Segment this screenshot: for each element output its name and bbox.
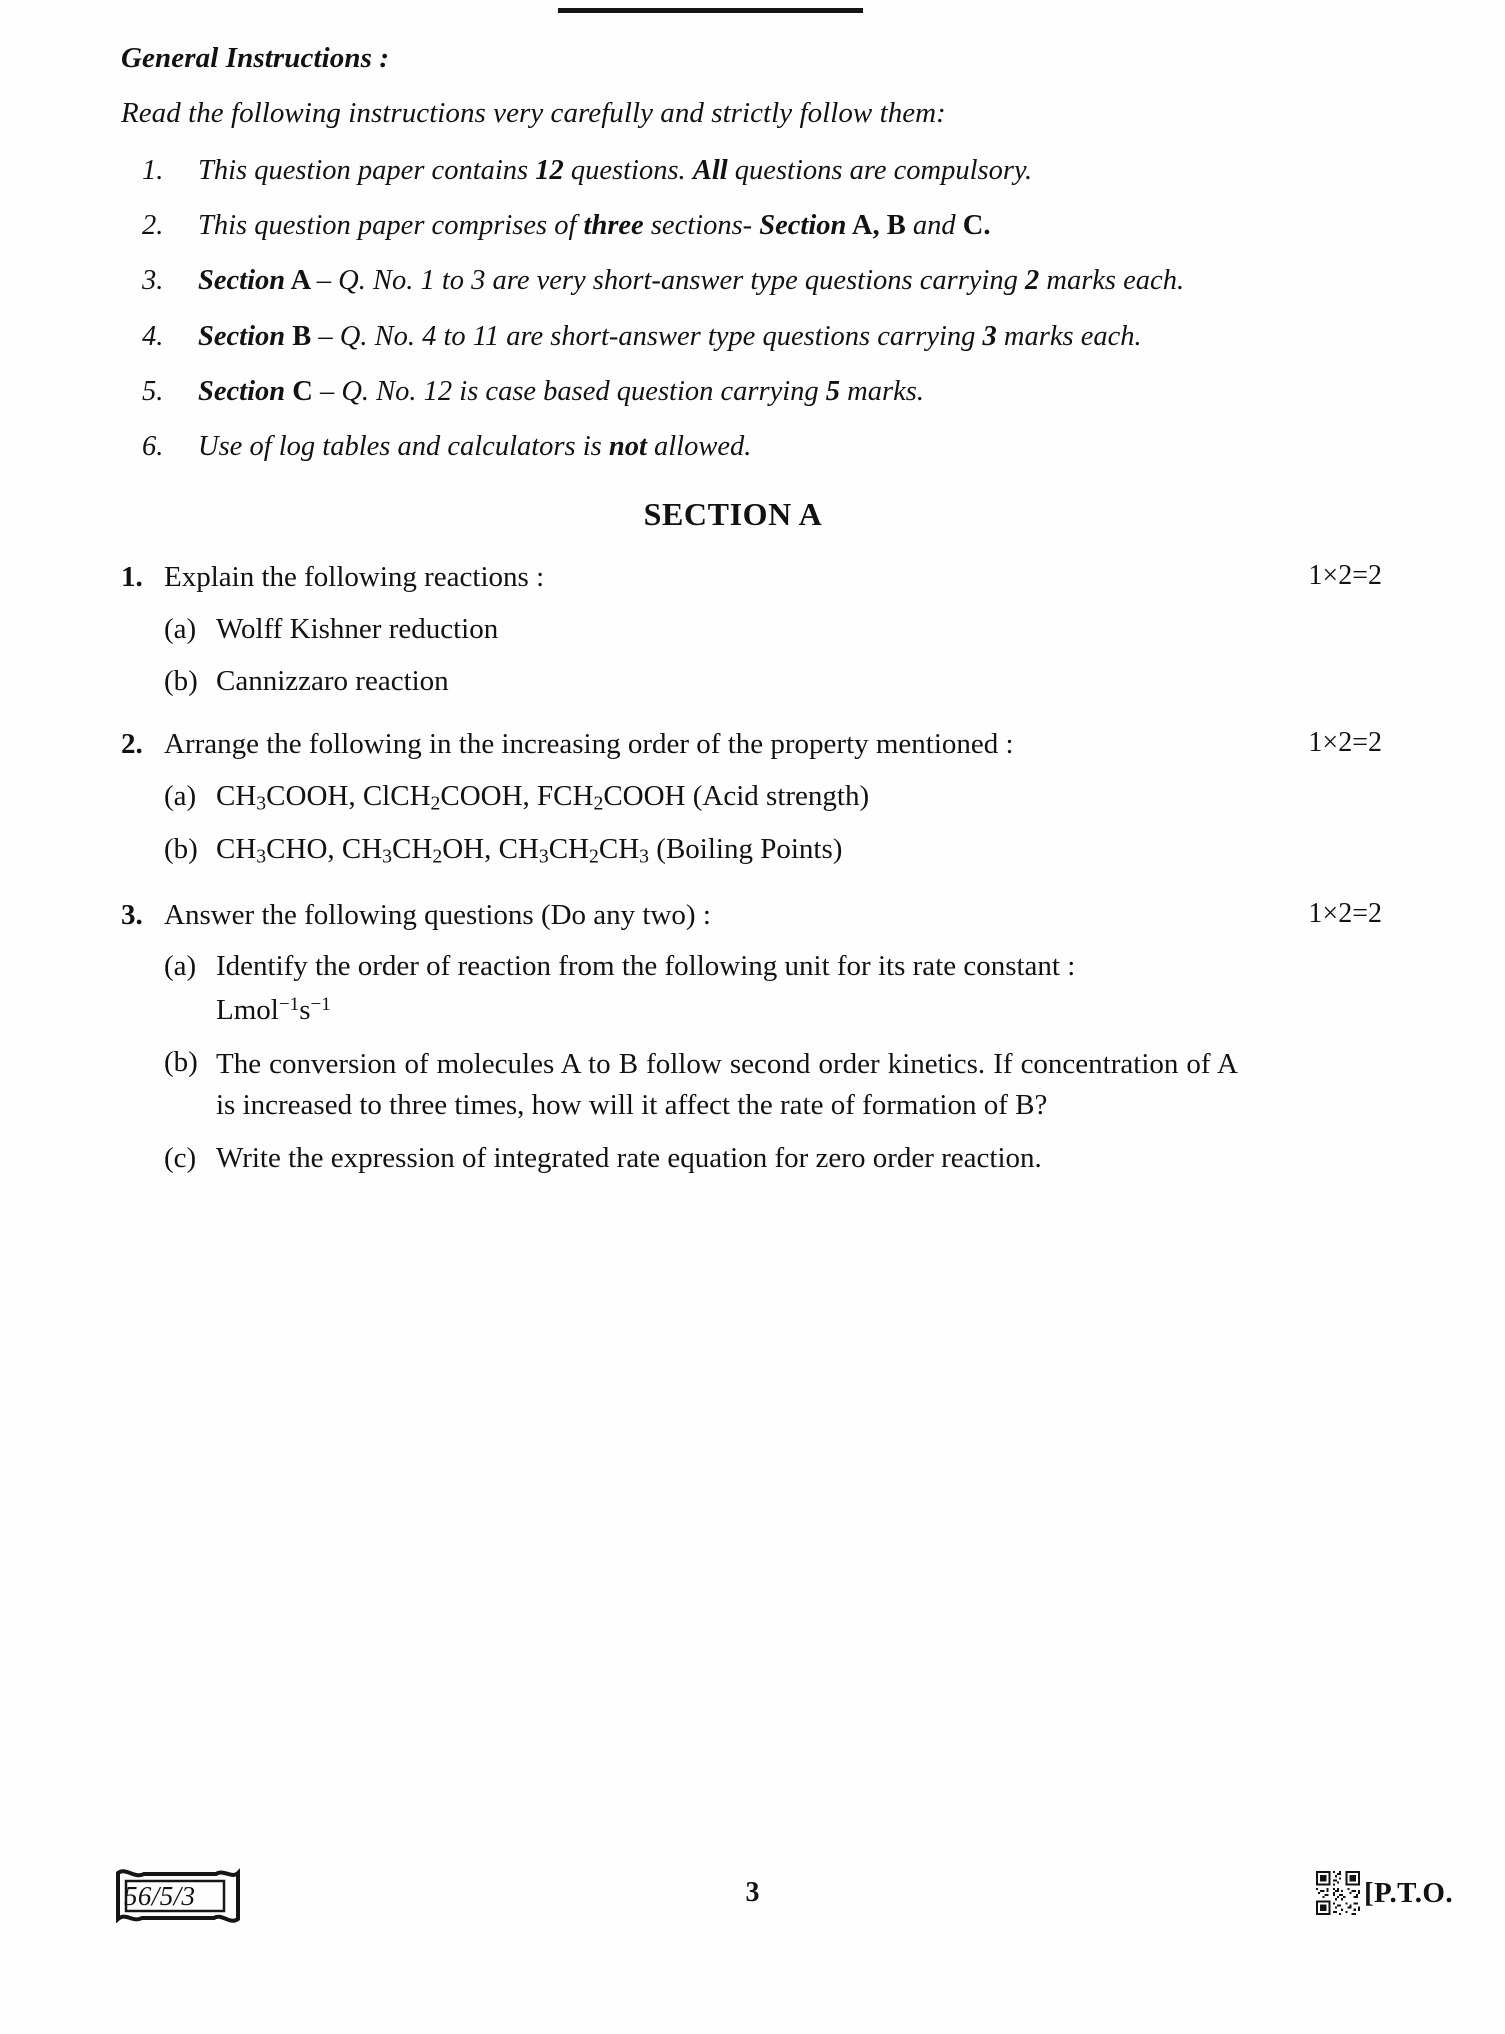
subpart-text: $CH_3COOH$, ClCH$_2$COOH, $FCH_2COOH$ (Acid strength) <box>216 779 870 815</box>
question-stem-row <box>118 559 1408 597</box>
instruction-fragment: All <box>692 155 728 186</box>
page-number: 3 <box>745 1877 760 1908</box>
paper-code-text: 56/5/3 <box>124 1881 196 1911</box>
instruction-fragment: – Q. No. 4 to 11 are short-answer type questions carrying <box>318 320 983 352</box>
subpart-label: (a) <box>164 612 197 645</box>
instruction-fragment: C. <box>955 210 991 242</box>
instruction-number: 5. <box>142 375 164 407</box>
subpart-label: (b) <box>164 664 198 697</box>
instruction-text <box>198 207 1408 245</box>
question-stem: Answer the following questions (Do any two) : <box>164 898 711 931</box>
instruction-item <box>118 428 1408 466</box>
instruction-text <box>198 428 1408 466</box>
instruction-fragment: This question paper comprises of <box>198 210 584 242</box>
instruction-fragment: This question paper contains <box>198 155 536 186</box>
question-number: 1. <box>121 561 143 594</box>
general-instructions-heading: General Instructions : <box>121 42 390 74</box>
instruction-item <box>118 207 1408 245</box>
instruction-fragment: – Q. No. 1 to 3 are very short-answer type questions carrying <box>316 265 1025 297</box>
subpart-text: Identify the order of reaction from the following unit for its rate constant : $Lmol^{-1}s^{-1}$ <box>216 950 1076 1026</box>
top-rule <box>558 8 863 13</box>
section-a-heading: SECTION A <box>643 496 823 533</box>
instruction-number: 1. <box>142 155 164 186</box>
question-subpart <box>164 778 1408 817</box>
instruction-fragment: three <box>583 210 644 242</box>
subpart-text: $CH_3CHO$, $CH_3CH_2OH$, $CH_3CH_2CH_3$ (Boiling Points) <box>216 833 843 868</box>
instruction-fragment: and <box>912 210 956 242</box>
instruction-number: 6. <box>142 430 164 462</box>
instruction-fragment: C <box>285 375 320 407</box>
subpart-label: (b) <box>164 833 198 866</box>
subpart-label: (b) <box>164 1045 198 1078</box>
question-block <box>118 559 1408 700</box>
question-subpart <box>164 831 1408 870</box>
question-subpart <box>164 948 1408 1029</box>
question-block <box>118 726 1408 870</box>
instruction-fragment: sections- <box>643 210 760 242</box>
instruction-text <box>198 373 1408 411</box>
page-footer <box>0 1855 1505 1965</box>
question-subparts <box>164 778 1408 871</box>
instruction-fragment: marks each. <box>1039 265 1185 297</box>
question-subpart <box>164 1140 1408 1178</box>
instruction-fragment: not <box>608 430 647 462</box>
instruction-number: 4. <box>142 320 164 352</box>
instruction-fragment: A, B <box>846 210 913 242</box>
instruction-fragment: 5 <box>825 375 841 407</box>
question-stem: Explain the following reactions : <box>164 561 545 594</box>
question-stem: Arrange the following in the increasing order of the property mentioned : <box>164 728 1014 761</box>
question-subpart <box>164 663 1408 701</box>
instruction-fragment: 12 <box>535 155 564 186</box>
instruction-number: 2. <box>142 210 164 242</box>
question-stem-row <box>118 726 1408 764</box>
instruction-fragment: 3 <box>982 320 997 352</box>
instructions-list <box>118 152 1408 466</box>
qr-code-icon <box>1316 1871 1360 1915</box>
question-stem-row <box>118 897 1408 935</box>
subpart-label: (a) <box>164 779 197 812</box>
instruction-fragment: questions are compulsory. <box>727 155 1033 186</box>
instruction-item <box>118 373 1408 411</box>
subpart-text: Write the expression of integrated rate equation for zero order reaction. <box>216 1141 1042 1174</box>
instruction-fragment: allowed. <box>646 430 752 462</box>
instruction-text <box>198 262 1408 300</box>
question-marks: 1×2=2 <box>1308 560 1382 592</box>
subpart-text: Cannizzaro reaction <box>216 664 449 697</box>
instruction-fragment: B <box>285 320 319 352</box>
question-subparts <box>164 948 1408 1177</box>
general-instructions-lead: Read the following instructions very carefully and strictly follow them: <box>121 97 946 129</box>
instruction-fragment: marks each. <box>996 320 1142 352</box>
instruction-fragment: Section <box>759 210 847 242</box>
instruction-text <box>198 152 1408 190</box>
question-marks: 1×2=2 <box>1308 897 1382 929</box>
instruction-item <box>118 318 1408 356</box>
instruction-fragment: Use of log tables and calculators is <box>198 430 609 462</box>
pto-label: [P.T.O. <box>1363 1876 1453 1909</box>
question-subpart <box>164 1044 1408 1126</box>
instruction-fragment: questions. <box>563 155 693 186</box>
page-content <box>118 42 1408 1204</box>
instruction-number: 3. <box>142 265 164 297</box>
question-subparts <box>164 611 1408 700</box>
instruction-item <box>118 262 1408 300</box>
subpart-label: (c) <box>164 1141 197 1174</box>
instruction-fragment: A <box>285 265 317 297</box>
question-number: 3. <box>121 898 143 931</box>
instruction-fragment: Section <box>198 320 286 352</box>
subpart-label: (a) <box>164 950 197 983</box>
subpart-text: The conversion of molecules A to B follow second order kinetics. If concentration of A is increased to three times, how will it affect the rate of formation of B? <box>216 1047 1238 1121</box>
instruction-fragment: marks. <box>840 375 924 407</box>
instruction-fragment: Section <box>198 265 286 297</box>
question-marks: 1×2=2 <box>1308 727 1382 759</box>
instruction-fragment: 2 <box>1024 265 1040 297</box>
subpart-text: Wolff Kishner reduction <box>216 612 499 645</box>
instruction-item <box>118 152 1408 190</box>
question-block <box>118 897 1408 1178</box>
pto-group <box>1316 1871 1453 1915</box>
question-subpart <box>164 611 1408 649</box>
instruction-fragment: Section <box>198 375 286 407</box>
instruction-text <box>198 318 1408 356</box>
question-number: 2. <box>121 728 143 761</box>
instruction-fragment: – Q. No. 12 is case based question carrying <box>319 375 826 407</box>
questions-container <box>118 559 1408 1178</box>
